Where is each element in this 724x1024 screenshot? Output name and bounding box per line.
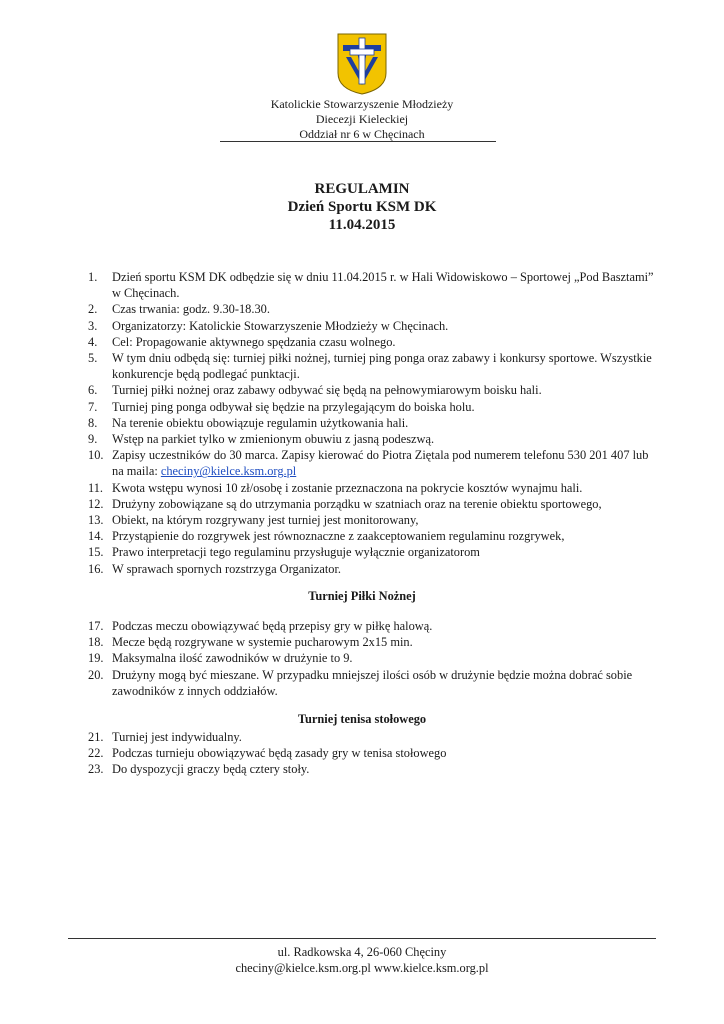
list-item [72,561,662,577]
item-number: 3. [88,318,98,333]
org-line-1: Katolickie Stowarzyszenie Młodzieży [270,97,454,111]
footer-contact: checiny@kielce.ksm.org.pl www.kielce.ksm.org.pl [235,961,489,975]
list-item [72,650,662,666]
footer-divider [68,938,656,939]
list-item [72,512,662,528]
title-event: Dzień Sportu KSM DK [287,199,437,215]
item-number: 7. [88,399,98,414]
ksm-cross-shield-icon [337,33,387,95]
item-number: 8. [88,415,98,430]
item-text: Turniej ping ponga odbywał się będzie na przylegającym do boiska holu. [112,399,475,414]
footer [0,944,724,976]
list-item [72,528,662,544]
item-number: 21. [88,730,104,744]
item-number: 11. [88,480,104,495]
item-text: Drużyny zobowiązane są do utrzymania porządku w szatniach oraz na terenie obiektu sportowego, [112,496,602,511]
section-title-football: Turniej Piłki Nożnej [308,589,416,603]
organization-header [0,97,724,142]
list-item [72,480,662,496]
item-text: Drużyny mogą być mieszane. W przypadku mniejszej ilości osób w drużynie będzie można dobrać sobie zawodników z innych oddziałów. [112,667,633,698]
rules-tabletennis-list [72,729,662,778]
list-item [72,618,662,634]
title-regulamin: REGULAMIN [314,181,410,197]
list-item [72,431,662,447]
list-item [72,399,662,415]
org-line-3: Oddział nr 6 w Chęcinach [299,127,425,141]
item-number: 5. [88,351,98,366]
item-text: Kwota wstępu wynosi 10 zł/osobę i zostanie przeznaczona na pokrycie kosztów wynajmu hali. [112,480,583,495]
item-text: Cel: Propagowanie aktywnego spędzania czasu wolnego. [112,334,396,349]
item-number: 14. [88,529,104,544]
item-number: 6. [88,383,98,398]
list-item [72,745,662,761]
item-number: 2. [88,302,98,317]
item-number: 16. [88,561,104,576]
list-item [72,667,662,699]
item-number: 10. [88,448,104,463]
item-number: 19. [88,651,104,666]
list-item [72,729,662,745]
email-link[interactable]: checiny@kielce.ksm.org.pl [160,464,297,479]
list-item [72,350,662,382]
item-number: 13. [88,513,104,528]
item-text: Podczas meczu obowiązywać będą przepisy gry w piłkę halową. [112,619,433,633]
document-title [0,180,724,234]
item-number: 15. [88,545,104,560]
item-text: Wstęp na parkiet tylko w zmienionym obuwiu z jasną podeszwą. [112,432,435,447]
footer-address: ul. Radkowska 4, 26-060 Chęciny [277,945,447,959]
org-line-2: Diecezji Kieleckiej [315,112,409,126]
header-divider [220,141,496,142]
item-number: 17. [88,619,104,633]
item-text: W sprawach spornych rozstrzyga Organizator. [112,561,342,576]
item-text: Prawo interpretacji tego regulaminu przysługuje wyłącznie organizatorom [112,545,480,560]
item-text: Maksymalna ilość zawodników w drużynie to 9. [112,651,353,666]
item-text: Przystąpienie do rozgrywek jest równoznaczne z zaakceptowaniem regulaminu rozgrywek, [112,529,565,544]
item-text: Obiekt, na którym rozgrywany jest turniej jest monitorowany, [112,513,419,528]
item-number: 1. [88,270,98,284]
list-item [72,447,662,479]
item-text: W tym dniu odbędą się: turniej piłki nożnej, turniej ping ponga oraz zabawy i konkursy sportowe. Wszystkie konkurencje będą podlegać punktacji. [112,351,652,382]
item-number: 22. [88,746,104,761]
title-date: 11.04.2015 [328,217,396,233]
list-item [72,318,662,334]
section-title-tabletennis: Turniej tenisa stołowego [297,712,427,726]
item-text: Zapisy uczestników do 30 marca. Zapisy kierować do Piotra Ziętala pod numerem telefonu 530 201 407 lub na maila: [112,448,649,479]
list-item [72,269,662,301]
item-number: 20. [88,667,104,682]
list-item [72,496,662,512]
item-text: Dzień sportu KSM DK odbędzie się w dniu 11.04.2015 r. w Hali Widowiskowo – Sportowej „Pod Basztami” w Chęcinach. [112,270,654,301]
item-number: 12. [88,496,104,511]
item-number: 23. [88,762,104,777]
item-number: 9. [88,432,98,447]
list-item [72,544,662,560]
item-text: Do dyspozycji graczy będą cztery stoły. [112,762,310,777]
item-text: Organizatorzy: Katolickie Stowarzyszenie Młodzieży w Chęcinach. [112,318,449,333]
list-item [72,382,662,398]
item-text: Podczas turnieju obowiązywać będą zasady gry w tenisa stołowego [112,746,447,761]
list-item [72,761,662,777]
list-item [72,301,662,317]
item-number: 4. [88,334,98,349]
item-text: Czas trwania: godz. 9.30-18.30. [112,302,270,317]
list-item [72,634,662,650]
rules-general-list [72,269,662,577]
item-text: Turniej jest indywidualny. [112,730,242,744]
item-number: 18. [88,635,104,650]
rules-football-list [72,618,662,699]
item-text: Na terenie obiektu obowiązuje regulamin użytkowania hali. [112,415,409,430]
list-item [72,334,662,350]
item-text: Turniej piłki nożnej oraz zabawy odbywać się będą na pełnowymiarowym boisku hali. [112,383,542,398]
item-text: Mecze będą rozgrywane w systemie pucharowym 2x15 min. [112,635,413,650]
list-item [72,415,662,431]
